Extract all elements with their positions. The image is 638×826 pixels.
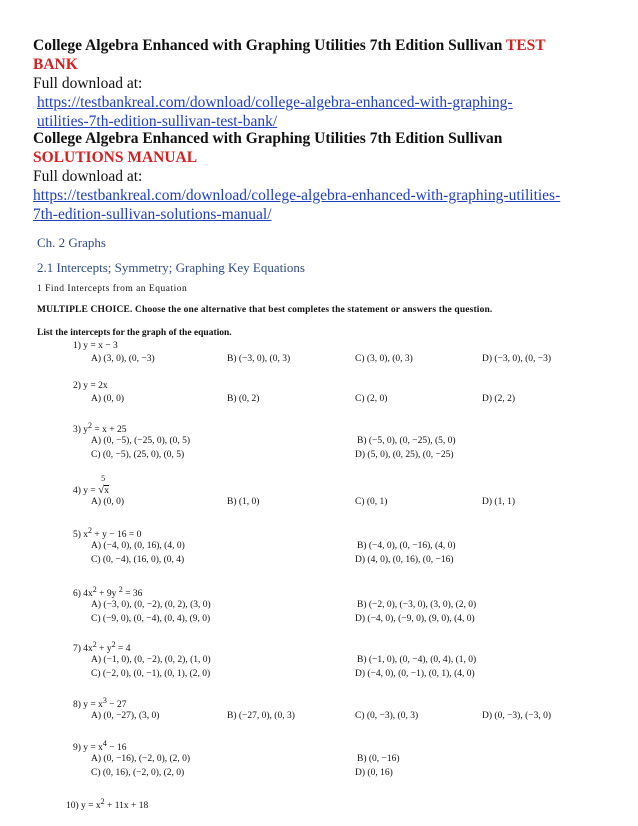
choice-a[interactable]: A) (0, −16), (−2, 0), (2, 0) xyxy=(91,754,191,764)
choice-c[interactable]: C) (0, −3), (0, 3) xyxy=(355,711,419,721)
choice-d[interactable]: D) (0, 16) xyxy=(355,768,393,778)
choice-d[interactable]: D) (−4, 0), (−9, 0), (9, 0), (4, 0) xyxy=(355,614,475,624)
choice-d[interactable]: D) (−4, 0), (0, −1), (0, 1), (4, 0) xyxy=(355,669,475,679)
choice-a[interactable]: A) (0, −27), (3, 0) xyxy=(91,711,160,721)
solutions-link-line-1[interactable]: https://testbankreal.com/download/college-algebra-enhanced-with-graphing-utilities- xyxy=(33,187,561,204)
choice-b[interactable]: B) (−27, 0), (0, 3) xyxy=(227,711,295,721)
question-9-stem: 9) $y = x^4 - 16$ xyxy=(73,739,127,754)
choice-c[interactable]: C) (0, 16), (−2, 0), (2, 0) xyxy=(91,768,185,778)
choice-b[interactable]: B) (−3, 0), (0, 3) xyxy=(227,354,291,364)
choice-c[interactable]: C) (0, 1) xyxy=(355,497,388,507)
question-6-stem: 6) $4x^2 + 9y$ $^2$ = 36 xyxy=(73,585,143,600)
choice-c[interactable]: C) (−9, 0), (0, −4), (0, 4), (9, 0) xyxy=(91,614,211,624)
choice-c[interactable]: C) (3, 0), (0, 3) xyxy=(355,354,413,364)
choice-c[interactable]: C) (2, 0) xyxy=(355,394,388,404)
question-5-stem: 5) $x^2 + y - 16 = 0$ xyxy=(73,526,142,541)
chapter-title: Ch. 2 Graphs xyxy=(37,235,106,250)
root-index: 5 xyxy=(101,474,106,483)
choice-d[interactable]: D) (5, 0), (0, 25), (0, −25) xyxy=(355,450,454,460)
question-8-stem: 8) $y = x^3 - 27$ xyxy=(73,696,127,711)
choice-b[interactable]: B) (1, 0) xyxy=(227,497,260,507)
choice-a[interactable]: A) (−4, 0), (0, 16), (4, 0) xyxy=(91,541,185,551)
choice-b[interactable]: B) (0, 2) xyxy=(227,394,260,404)
choice-d[interactable]: D) (1, 1) xyxy=(482,497,515,507)
choice-b[interactable]: B) (−4, 0), (0, −16), (4, 0) xyxy=(357,541,456,551)
equation: y = x − 3 xyxy=(83,341,118,351)
choice-a[interactable]: A) (0, 0) xyxy=(91,394,124,404)
bank-label: BANK xyxy=(33,56,78,73)
choice-c[interactable]: C) (0, −5), (25, 0), (0, 5) xyxy=(91,450,185,460)
question-2-stem: 2) y = 2x xyxy=(73,381,108,391)
instructions: MULTIPLE CHOICE. Choose the one alternative that best completes the statement or answers the question. xyxy=(37,305,493,315)
radical-sign: √ xyxy=(98,484,105,496)
solutions-link-line-2[interactable]: 7th-edition-sullivan-solutions-manual/ xyxy=(33,206,272,223)
choice-b[interactable]: B) (−5, 0), (0, −25), (5, 0) xyxy=(357,436,456,446)
objective-label: 1 Find Intercepts from an Equation xyxy=(37,284,188,294)
choice-a[interactable]: A) (−3, 0), (0, −2), (0, 2), (3, 0) xyxy=(91,600,211,610)
choice-d[interactable]: D) (4, 0), (0, 16), (0, −16) xyxy=(355,555,454,565)
question-10-stem: 10) $y = x^2 + 11x + 18$ xyxy=(66,797,149,812)
radicand: x xyxy=(104,486,109,496)
test-bank-link-line-1[interactable]: https://testbankreal.com/download/college-algebra-enhanced-with-graphing- xyxy=(37,94,513,111)
choice-a[interactable]: A) (−1, 0), (0, −2), (0, 2), (1, 0) xyxy=(91,655,211,665)
full-download-label-2: Full download at: xyxy=(33,168,143,185)
choice-d[interactable]: D) (2, 2) xyxy=(482,394,515,404)
fifth-root-expression xyxy=(98,474,109,496)
section-title: 2.1 Intercepts; Symmetry; Graphing Key Equations xyxy=(37,260,305,275)
title-text: College Algebra Enhanced with Graphing Utilities 7th Edition Sullivan xyxy=(33,37,506,54)
choice-a[interactable]: A) (0, 0) xyxy=(91,497,124,507)
choice-b[interactable]: B) (−2, 0), (−3, 0), (3, 0), (2, 0) xyxy=(357,600,477,610)
choice-c[interactable]: C) (0, −4), (16, 0), (0, 4) xyxy=(91,555,185,565)
choice-b[interactable]: B) (−1, 0), (0, −4), (0, 4), (1, 0) xyxy=(357,655,477,665)
choice-d[interactable]: D) (0, −3), (−3, 0) xyxy=(482,711,552,721)
question-3-stem: 3) $y^2 = x + 25$ xyxy=(73,421,127,436)
question-7-stem: 7) $4x^2 + y^2 = 4$ xyxy=(73,640,131,655)
question-4-stem: 4) y = 5 √x xyxy=(73,474,109,496)
choice-a[interactable]: A) (3, 0), (0, −3) xyxy=(91,354,155,364)
question-1-stem: 1) y = x − 3 xyxy=(73,341,118,351)
choice-a[interactable]: A) (0, −5), (−25, 0), (0, 5) xyxy=(91,436,191,446)
question-prompt: List the intercepts for the graph of the equation. xyxy=(37,328,232,338)
choice-d[interactable]: D) (−3, 0), (0, −3) xyxy=(482,354,552,364)
title-line-1 xyxy=(33,36,546,55)
choice-b[interactable]: B) (0, −16) xyxy=(357,754,400,764)
full-download-label: Full download at: xyxy=(33,75,143,92)
solutions-manual-label: SOLUTIONS MANUAL xyxy=(33,149,198,166)
choice-c[interactable]: C) (−2, 0), (0, −1), (0, 1), (2, 0) xyxy=(91,669,211,679)
title-line-2: College Algebra Enhanced with Graphing Utilities 7th Edition Sullivan xyxy=(33,130,503,147)
equation: y = 2x xyxy=(83,381,108,391)
test-label: TEST xyxy=(505,37,546,54)
test-bank-link-line-2[interactable]: utilities-7th-edition-sullivan-test-bank/ xyxy=(37,113,278,130)
